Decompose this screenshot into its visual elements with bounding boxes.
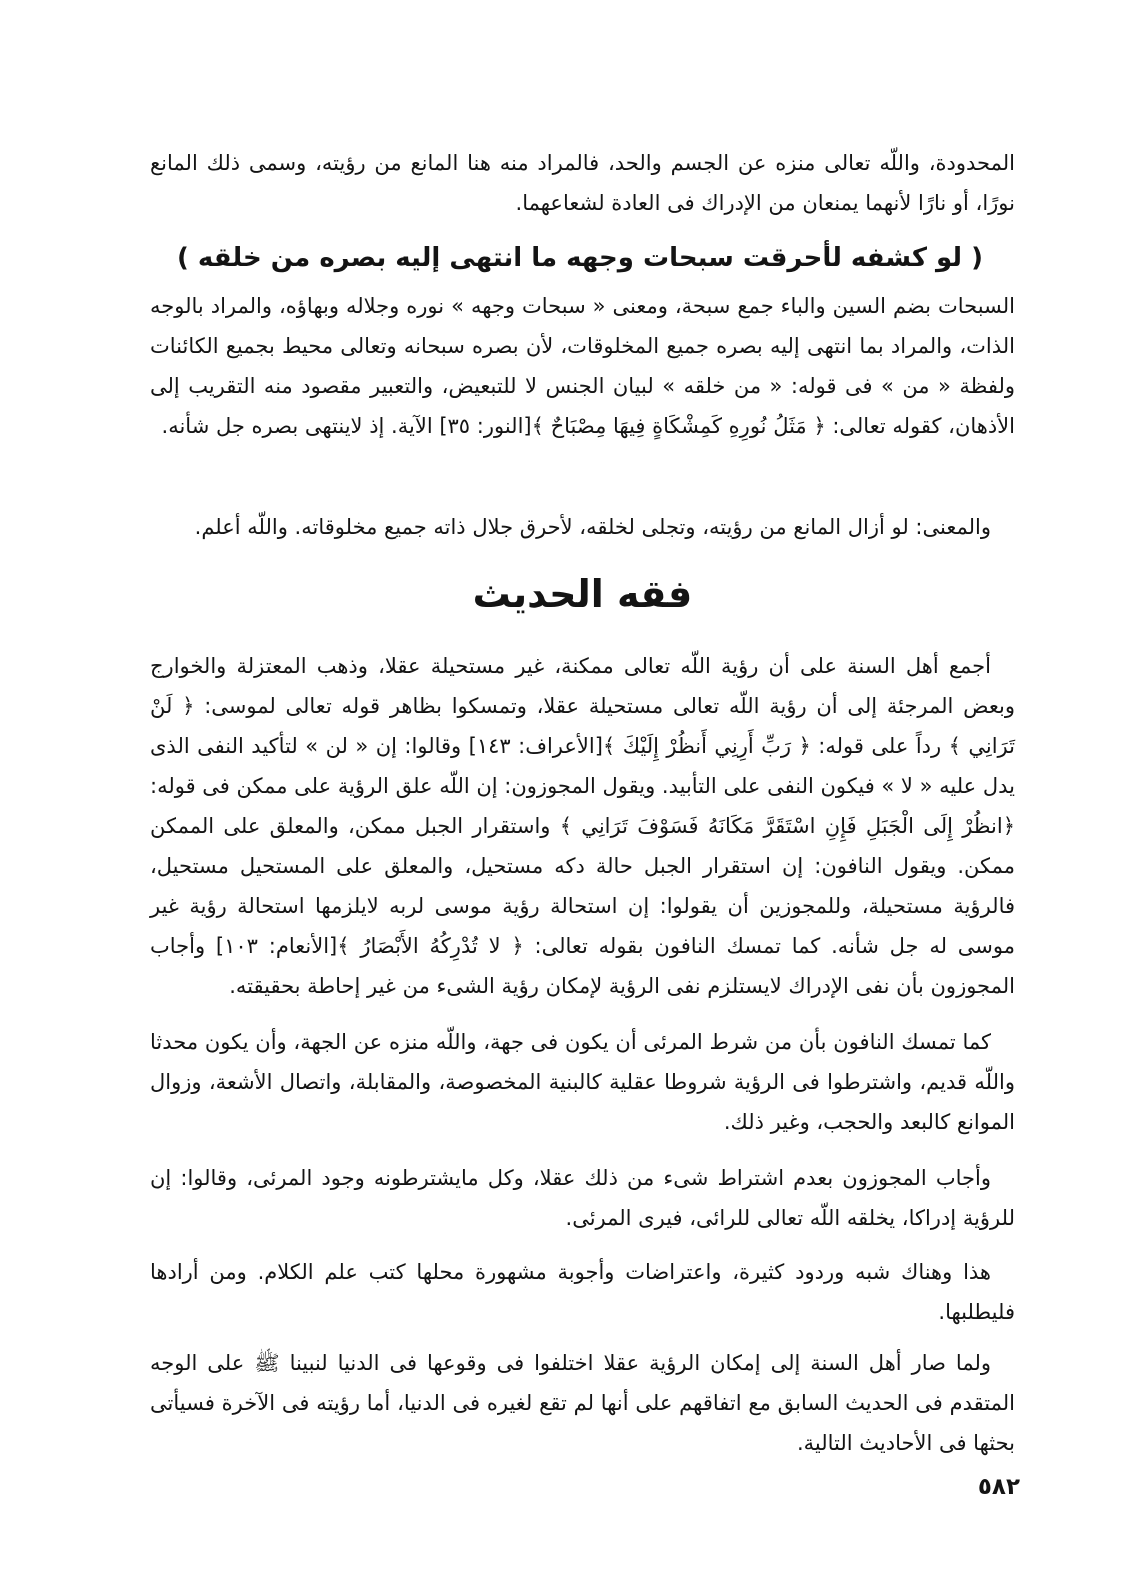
paragraph-2: السبحات بضم السين والباء جمع سبحة، ومعنى « سبحات وجهه » نوره وجلاله وبهاؤه، والمراد بالوجه الذات، والمراد بما انتهى إليه بصره جميع المخلوقات، لأن بصره سبحانه وتعالى محيط بجميع الكائنات ولفظة « من » فى قوله: « من خلقه » لبيان الجنس لا للتبعيض، والتعبير مقصود منه التقريب إلى الأذهان، كقوله تعالى: ﴿ مَثَلُ نُورِهِ كَمِشْكَاةٍ فِيهَا مِصْبَاحٌ ﴾[النور: ٣٥] الآية. إذ لاينتهى بصره جل شأنه. [150,294,1015,438]
paragraph-4: أجمع أهل السنة على أن رؤية اللّه تعالى ممكنة، غير مستحيلة عقلا، وذهب المعتزلة والخوارج وبعض المرجئة إلى أن رؤية اللّه تعالى مستحيلة عقلا، وتمسكوا بظاهر قوله تعالى لموسى: ﴿ لَنْ تَرَانِي ﴾ رداً على قوله: ﴿ رَبِّ أَرِنِي أَنظُرْ إِلَيْكَ ﴾[الأعراف: ١٤٣] وقالوا: إن « لن » لتأكيد النفى الذى يدل عليه « لا » فيكون النفى على التأبيد. ويقول المجوزون: إن اللّه علق الرؤية على ممكن فى قوله: ﴿انظُرْ إِلَى الْجَبَلِ فَإِنِ اسْتَقَرَّ مَكَانَهُ فَسَوْفَ تَرَانِي ﴾ واستقرار الجبل ممكن، والمعلق على الممكن ممكن. ويقول النافون: إن استقرار الجبل حالة دكه مستحيل، والمعلق على المستحيل مستحيل، فالرؤية مستحيلة، وللمجوزين أن يقولوا: إن استحالة رؤية موسى لربه لايلزمها استحالة رؤية غير موسى له جل شأنه. كما تمسك النافون بقوله تعالى: ﴿ لا تُدْرِكُهُ الأَبْصَارُ ﴾[الأنعام: ١٠٣] وأجاب المجوزون بأن نفى الإدراك لايستلزم نفى الرؤية لإمكان رؤية الشىء من غير إحاطة بحقيقته. [150,654,1015,998]
paragraph-8: ولما صار أهل السنة إلى إمكان الرؤية عقلا اختلفوا فى وقوعها فى الدنيا لنبينا ﷺ على الوجه المتقدم فى الحديث السابق مع اتفاقهم على أنها لم تقع لغيره فى الدنيا، أما رؤيته فى الآخرة فسيأتى بحثها فى الأحاديث التالية. [150,1351,1015,1455]
paragraph-6: وأجاب المجوزون بعدم اشتراط شىء من ذلك عقلا، وكل مايشترطونه وجود المرئى، وقالوا: إن للرؤية إدراكا، يخلقه اللّه تعالى للرائى، فيرى المرئى. [150,1166,1015,1230]
hadith-quote-heading: ( لو كشفه لأحرقت سبحات وجهه ما انتهى إليه بصره من خلقه ) [176,243,984,273]
paragraph-3: والمعنى: لو أزال المانع من رؤيته، وتجلى لخلقه، لأحرق جلال ذاته جميع مخلوقاته. واللّه أعلم. [194,515,991,539]
paragraph-5: كما تمسك النافون بأن من شرط المرئى أن يكون فى جهة، واللّه منزه عن الجهة، وأن يكون محدثا واللّه قديم، واشترطوا فى الرؤية شروطا عقلية كالبنية المخصوصة، والمقابلة، واتصال الأشعة، وزوال الموانع كالبعد والحجب، وغير ذلك. [150,1030,1015,1134]
page-number: ٥٨٢ [977,1474,1020,1500]
paragraph-1: المحدودة، واللّه تعالى منزه عن الجسم والحد، فالمراد منه هنا المانع من رؤيته، وسمى ذلك المانع نورًا، أو نارًا لأنهما يمنعان من الإدراك فى العادة لشعاعهما. [150,151,1015,215]
paragraph-7: هذا وهناك شبه وردود كثيرة، واعتراضات وأجوبة مشهورة محلها كتب علم الكلام. ومن أرادها فليطلبها. [150,1260,1015,1324]
section-title: فقه الحديث [472,572,693,616]
